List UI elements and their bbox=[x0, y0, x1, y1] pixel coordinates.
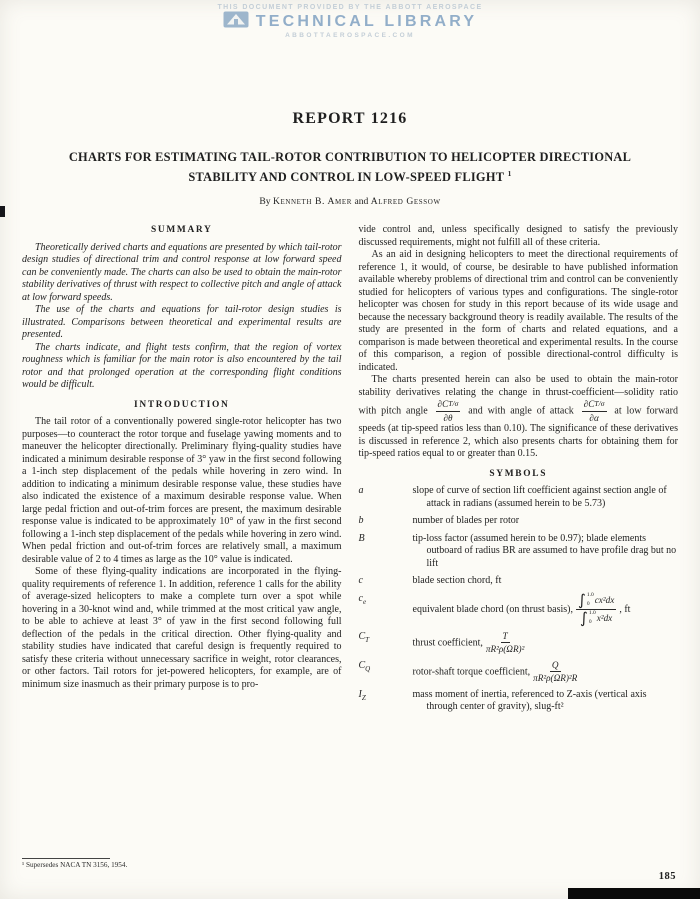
symbol-IZ: $I_Z$ bbox=[358, 688, 366, 702]
symbol-B: B bbox=[358, 532, 365, 544]
symbol-row-IZ bbox=[359, 689, 679, 714]
report-title-line2: STABILITY AND CONTROL IN LOW-SPEED FLIGHT bbox=[188, 169, 505, 184]
page-number: 185 bbox=[658, 871, 676, 882]
byline-and: and bbox=[354, 196, 369, 207]
scan-artifact-mark bbox=[0, 206, 5, 217]
ce-denominator-expression: x²dx bbox=[596, 612, 613, 623]
summary-paragraph-2: The use of the charts and equations for tail-rotor design studies is illustrated. Comparisons between theoretical and experimental results are presented. bbox=[22, 304, 342, 340]
introduction-paragraph-2: Some of these flying-quality indications are incorporated in the flying-quality requirements of reference 1. In addition, reference 1 calls for the ability of average-sized helicopters to make a complete turn over a spot while hovering in a 30-knot wind and, while trimmed at the most critical yaw angle, to be able to achieve at least 3° of yaw in the first second following full deflection of the pedals in the critical direction. Other flying-quality and stability studies have indicated that careful design is frequently required to satisfy these criteria without unnecessary sacrifice in weight, rotor clearances, or other factors. Tail rotors for jet-powered helicopters, for example, are of minimum size inasmuch as their primary purpose is to pro- bbox=[22, 566, 342, 690]
scan-artifact-bar bbox=[568, 888, 700, 899]
symbol-ce: $c_e$ bbox=[358, 592, 367, 606]
watermark-site-text: ABBOTTAEROSPACE.COM bbox=[285, 32, 415, 39]
symbol-CQ-definition bbox=[413, 660, 679, 684]
left-column bbox=[22, 224, 342, 719]
footnote-rule bbox=[22, 858, 110, 859]
introduction-paragraph-1: The tail rotor of a conventionally powered single-rotor helicopter has two purposes—to counteract the rotor torque and fuselage yawing moments and to maneuver the helicopter directionally. Preliminary flying-quality studies have indicated a minimum desirable response of 3° yaw in the first second following a 1-inch step displacement of the pedals while hovering in zero wind. In addition to indicating a minimum desirable response value, these studies have also indicated the existence of a maximum desirable response value. When large pedal friction and out-of-trim forces are present, the maximum desirable response value is indicated to be approximately 10° of yaw in the first second following a 1-inch step displacement of the pedals while hovering in zero wind. When pedal friction and out-of-trim forces are relatively small, a maximum desirable value of 2 to 4 times as large as the 10° value is indicated. bbox=[22, 416, 342, 565]
integral-icon: ∫ 1.0 0 bbox=[578, 590, 594, 609]
watermark-title-row bbox=[0, 12, 700, 31]
two-column-body bbox=[22, 224, 678, 719]
derivatives-text-1: The charts presented herein can also be used to obtain the main-rotor stability derivatives relating the change in thrust-coefficient—solidity ratio with pitch angle bbox=[358, 374, 678, 417]
derivative-numerator-subscript: T/σ bbox=[448, 399, 459, 408]
symbol-ce-definition bbox=[412, 590, 679, 627]
symbols-heading: SYMBOLS bbox=[489, 468, 548, 479]
CQ-definition-text: rotor-shaft torque coefficient, bbox=[412, 665, 531, 677]
author-2: Alfred Gessow bbox=[370, 196, 441, 207]
watermark-provider-text: THIS DOCUMENT PROVIDED BY THE ABBOTT AEROSPACE bbox=[217, 4, 483, 11]
derivative-denominator: ∂θ bbox=[443, 412, 453, 423]
byline-prefix: By bbox=[259, 196, 271, 207]
author-1: Kenneth B. Amer bbox=[272, 196, 353, 207]
report-title bbox=[30, 149, 670, 185]
derivatives-text-2: and with angle of attack bbox=[463, 405, 579, 417]
symbol-CT: $C_T$ bbox=[358, 630, 370, 644]
watermark-header bbox=[0, 4, 700, 39]
derivative-dct-dtheta-fraction bbox=[436, 399, 461, 423]
symbol-c-definition: blade section chord, ft bbox=[412, 575, 502, 586]
symbol-a-definition: slope of curve of section lift coefficient against section angle of attack in radians (assumed herein to be 5.73) bbox=[412, 485, 667, 509]
abbott-aerospace-logo-icon bbox=[223, 11, 249, 33]
report-title-line1: CHARTS FOR ESTIMATING TAIL-ROTOR CONTRIBUTION TO HELICOPTER DIRECTIONAL bbox=[68, 150, 632, 164]
symbol-row-c bbox=[359, 575, 679, 588]
summary-heading: SUMMARY bbox=[150, 225, 213, 235]
derivative-numerator: ∂C bbox=[583, 399, 595, 409]
symbol-b: b bbox=[358, 515, 364, 526]
derivatives-text-3: at low forward speeds (at tip-speed ratios less than 0.10). The significance of these derivatives is discussed in reference 2, which also presents charts for obtaining them for tip-speed ratios equal to or greater than 0.15. bbox=[358, 405, 679, 459]
CT-definition-text: thrust coefficient, bbox=[412, 636, 483, 648]
ce-definition-text: equivalent blade chord (on thrust basis), bbox=[412, 603, 574, 615]
symbol-a: a bbox=[358, 485, 364, 496]
derivative-numerator: ∂C bbox=[437, 399, 449, 409]
title-footnote-marker: 1 bbox=[507, 168, 512, 178]
summary-paragraph-3: The charts indicate, and flight tests confirm, that the region of vortex roughness which is familiar for the main rotor is also encountered by the tail rotor and that prolonged operation at the corresponding flight conditions would be difficult. bbox=[22, 341, 342, 390]
symbol-row-a bbox=[359, 485, 679, 510]
CT-fraction: $\frac{T}{\text{πR²ρ(ΩR)²}}$ bbox=[485, 630, 525, 654]
byline bbox=[0, 196, 700, 207]
symbol-B-definition: tip-loss factor (assumed herein to be 0.97); blade elements outboard of radius BR are assumed to have profile drag but no lift bbox=[412, 532, 677, 569]
footnote-block bbox=[22, 858, 127, 869]
body-paragraph-derivatives bbox=[359, 374, 679, 461]
symbol-b-definition: number of blades per rotor bbox=[412, 515, 520, 526]
symbol-CT-definition bbox=[413, 631, 679, 655]
symbol-row-CT bbox=[359, 631, 679, 655]
symbol-row-b bbox=[359, 515, 679, 528]
report-number: REPORT 1216 bbox=[292, 110, 408, 127]
footnote-text: ¹ Supersedes NACA TN 3156, 1954. bbox=[22, 861, 128, 869]
ce-definition-unit: , ft bbox=[619, 603, 631, 615]
introduction-heading: INTRODUCTION bbox=[134, 399, 230, 410]
symbol-IZ-definition: mass moment of inertia, referenced to Z-axis (vertical axis through center of gravity), slug-ft² bbox=[412, 688, 647, 712]
summary-paragraph-1: Theoretically derived charts and equations are presented by which tail-rotor design studies of directional trim and control response at low forward speed can be conveniently made. The charts can also be used to obtain the main-rotor stability derivatives of thrust with respect to collective pitch and angle of attack at low forward speeds. bbox=[22, 241, 342, 303]
symbol-row-ce bbox=[358, 590, 679, 627]
derivative-dct-dalpha-fraction bbox=[582, 399, 607, 423]
symbol-CQ: $C_Q$ bbox=[358, 659, 371, 673]
ce-numerator-expression: cx²dx bbox=[594, 594, 615, 605]
symbol-row-CQ bbox=[359, 660, 679, 684]
body-paragraph-continuation: vide control and, unless specifically designed to satisfy the previously discussed requirements, might not fulfill all of these criteria. bbox=[358, 224, 678, 248]
body-paragraph-design-aid: As an aid in designing helicopters to meet the directional requirements of reference 1, it would, of course, be desirable to have published information available whereby problems of directional trim and control can be conveniently studied for helicopters of various types and configurations. The single-rotor helicopter was chosen for study in this report because of its wide usage and because the necessary background theory is readily available. The results of the study are presented in the form of charts and related equations, and a comparison is made between theoretical and experimental results. In the course of this comparison, a region of possible directional-control difficulty is indicated. bbox=[358, 249, 678, 373]
watermark-library-title: TECHNICAL LIBRARY bbox=[255, 12, 478, 30]
ce-integral-fraction bbox=[576, 590, 616, 627]
CQ-fraction: $\frac{Q}{\text{πR²ρ(ΩR)²R}}$ bbox=[533, 659, 578, 683]
right-column bbox=[359, 224, 679, 719]
symbol-row-B bbox=[359, 533, 679, 571]
symbol-c: c bbox=[358, 575, 363, 586]
integral-icon: ∫ 1.0 0 bbox=[580, 608, 596, 627]
derivative-numerator-subscript: T/σ bbox=[594, 399, 605, 408]
derivative-denominator: ∂α bbox=[589, 412, 599, 423]
